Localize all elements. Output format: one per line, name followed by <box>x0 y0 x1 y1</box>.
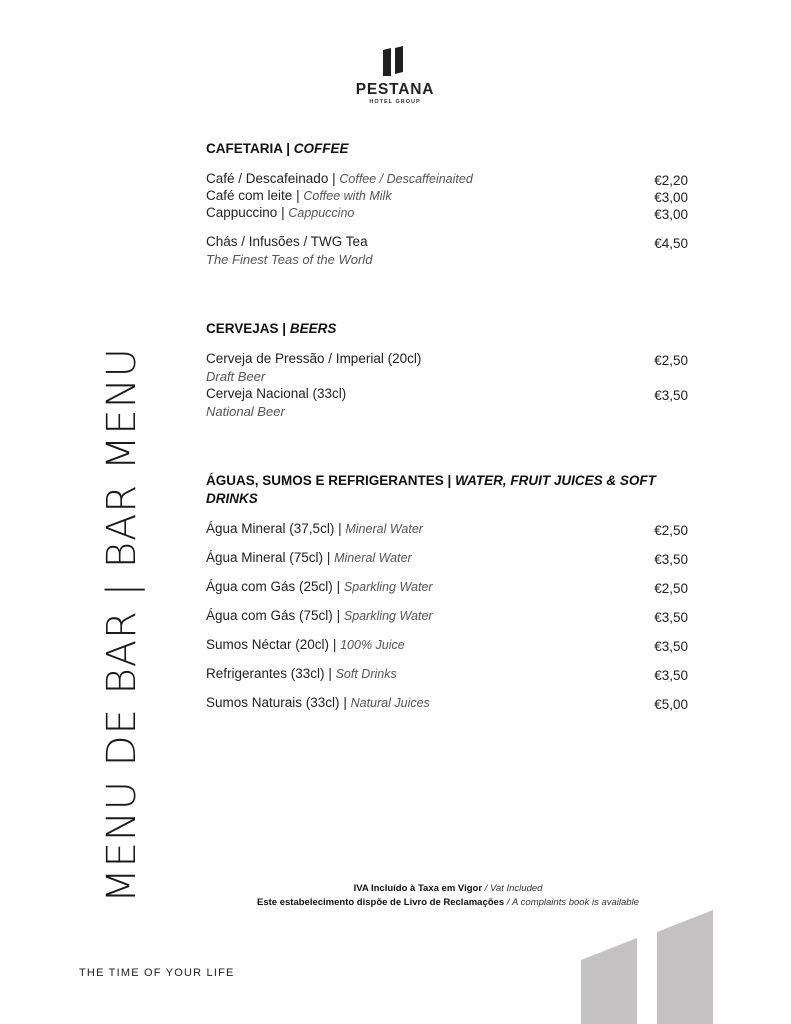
menu-item: Cerveja de Pressão / Imperial (20cl) Draft Beer €2,50 <box>206 351 688 384</box>
menu-item: Cappuccino | Cappuccino €3,00 <box>206 205 688 222</box>
menu-item: Chás / Infusões / TWG Tea The Finest Teas of the World €4,50 <box>206 234 688 267</box>
menu-item: Água com Gás (75cl) | Sparkling Water €3,50 <box>206 608 688 625</box>
item-price: €2,50 <box>654 523 688 538</box>
item-price: €3,50 <box>654 610 688 625</box>
vertical-menu-title: MENU DE BAR | BAR MENU <box>99 347 145 903</box>
menu-item: Água Mineral (75cl) | Mineral Water €3,50 <box>206 550 688 567</box>
item-price: €2,50 <box>654 581 688 596</box>
item-price: €2,20 <box>654 173 688 188</box>
menu-item: Sumos Néctar (20cl) | 100% Juice €3,50 <box>206 637 688 654</box>
item-price: €3,50 <box>654 639 688 654</box>
decorative-logo-shape-icon <box>579 908 713 1024</box>
pestana-logo-icon <box>383 46 407 76</box>
item-price: €3,50 <box>654 388 688 403</box>
brand-logo <box>340 46 450 106</box>
section-title-beers: CERVEJAS | BEERS <box>206 321 337 336</box>
item-price: €3,50 <box>654 552 688 567</box>
section-title-drinks: ÁGUAS, SUMOS E REFRIGERANTES | WATER, FRUIT JUICES & SOFT DRINKS <box>206 473 656 506</box>
item-price: €3,50 <box>654 668 688 683</box>
item-price: €5,00 <box>654 697 688 712</box>
menu-item: Café com leite | Coffee with Milk €3,00 <box>206 188 688 205</box>
menu-item: Cerveja Nacional (33cl) National Beer €3,50 <box>206 386 688 419</box>
menu-item: Refrigerantes (33cl) | Soft Drinks €3,50 <box>206 666 688 683</box>
section-title-coffee: CAFETARIA | COFFEE <box>206 141 349 156</box>
menu-item: Sumos Naturais (33cl) | Natural Juices €5,00 <box>206 695 688 712</box>
menu-item: Água Mineral (37,5cl) | Mineral Water €2,50 <box>206 521 688 538</box>
tagline: THE TIME OF YOUR LIFE <box>79 967 235 979</box>
brand-name: PESTANA <box>355 81 435 98</box>
vat-note: IVA Incluído à Taxa em Vigor / Vat Included <box>353 883 543 894</box>
item-price: €3,00 <box>654 190 688 205</box>
brand-subtitle: HOTEL GROUP <box>369 99 421 105</box>
footer-notes <box>0 882 791 910</box>
item-price: €3,00 <box>654 207 688 222</box>
menu-item: Café / Descafeinado | Coffee / Descaffeinaited €2,20 <box>206 171 688 188</box>
menu-item: Água com Gás (25cl) | Sparkling Water €2,50 <box>206 579 688 596</box>
item-price: €2,50 <box>654 353 688 368</box>
complaints-note: Este estabelecimento dispõe de Livro de Reclamações / A complaints book is available <box>257 897 639 908</box>
item-price: €4,50 <box>654 236 688 251</box>
